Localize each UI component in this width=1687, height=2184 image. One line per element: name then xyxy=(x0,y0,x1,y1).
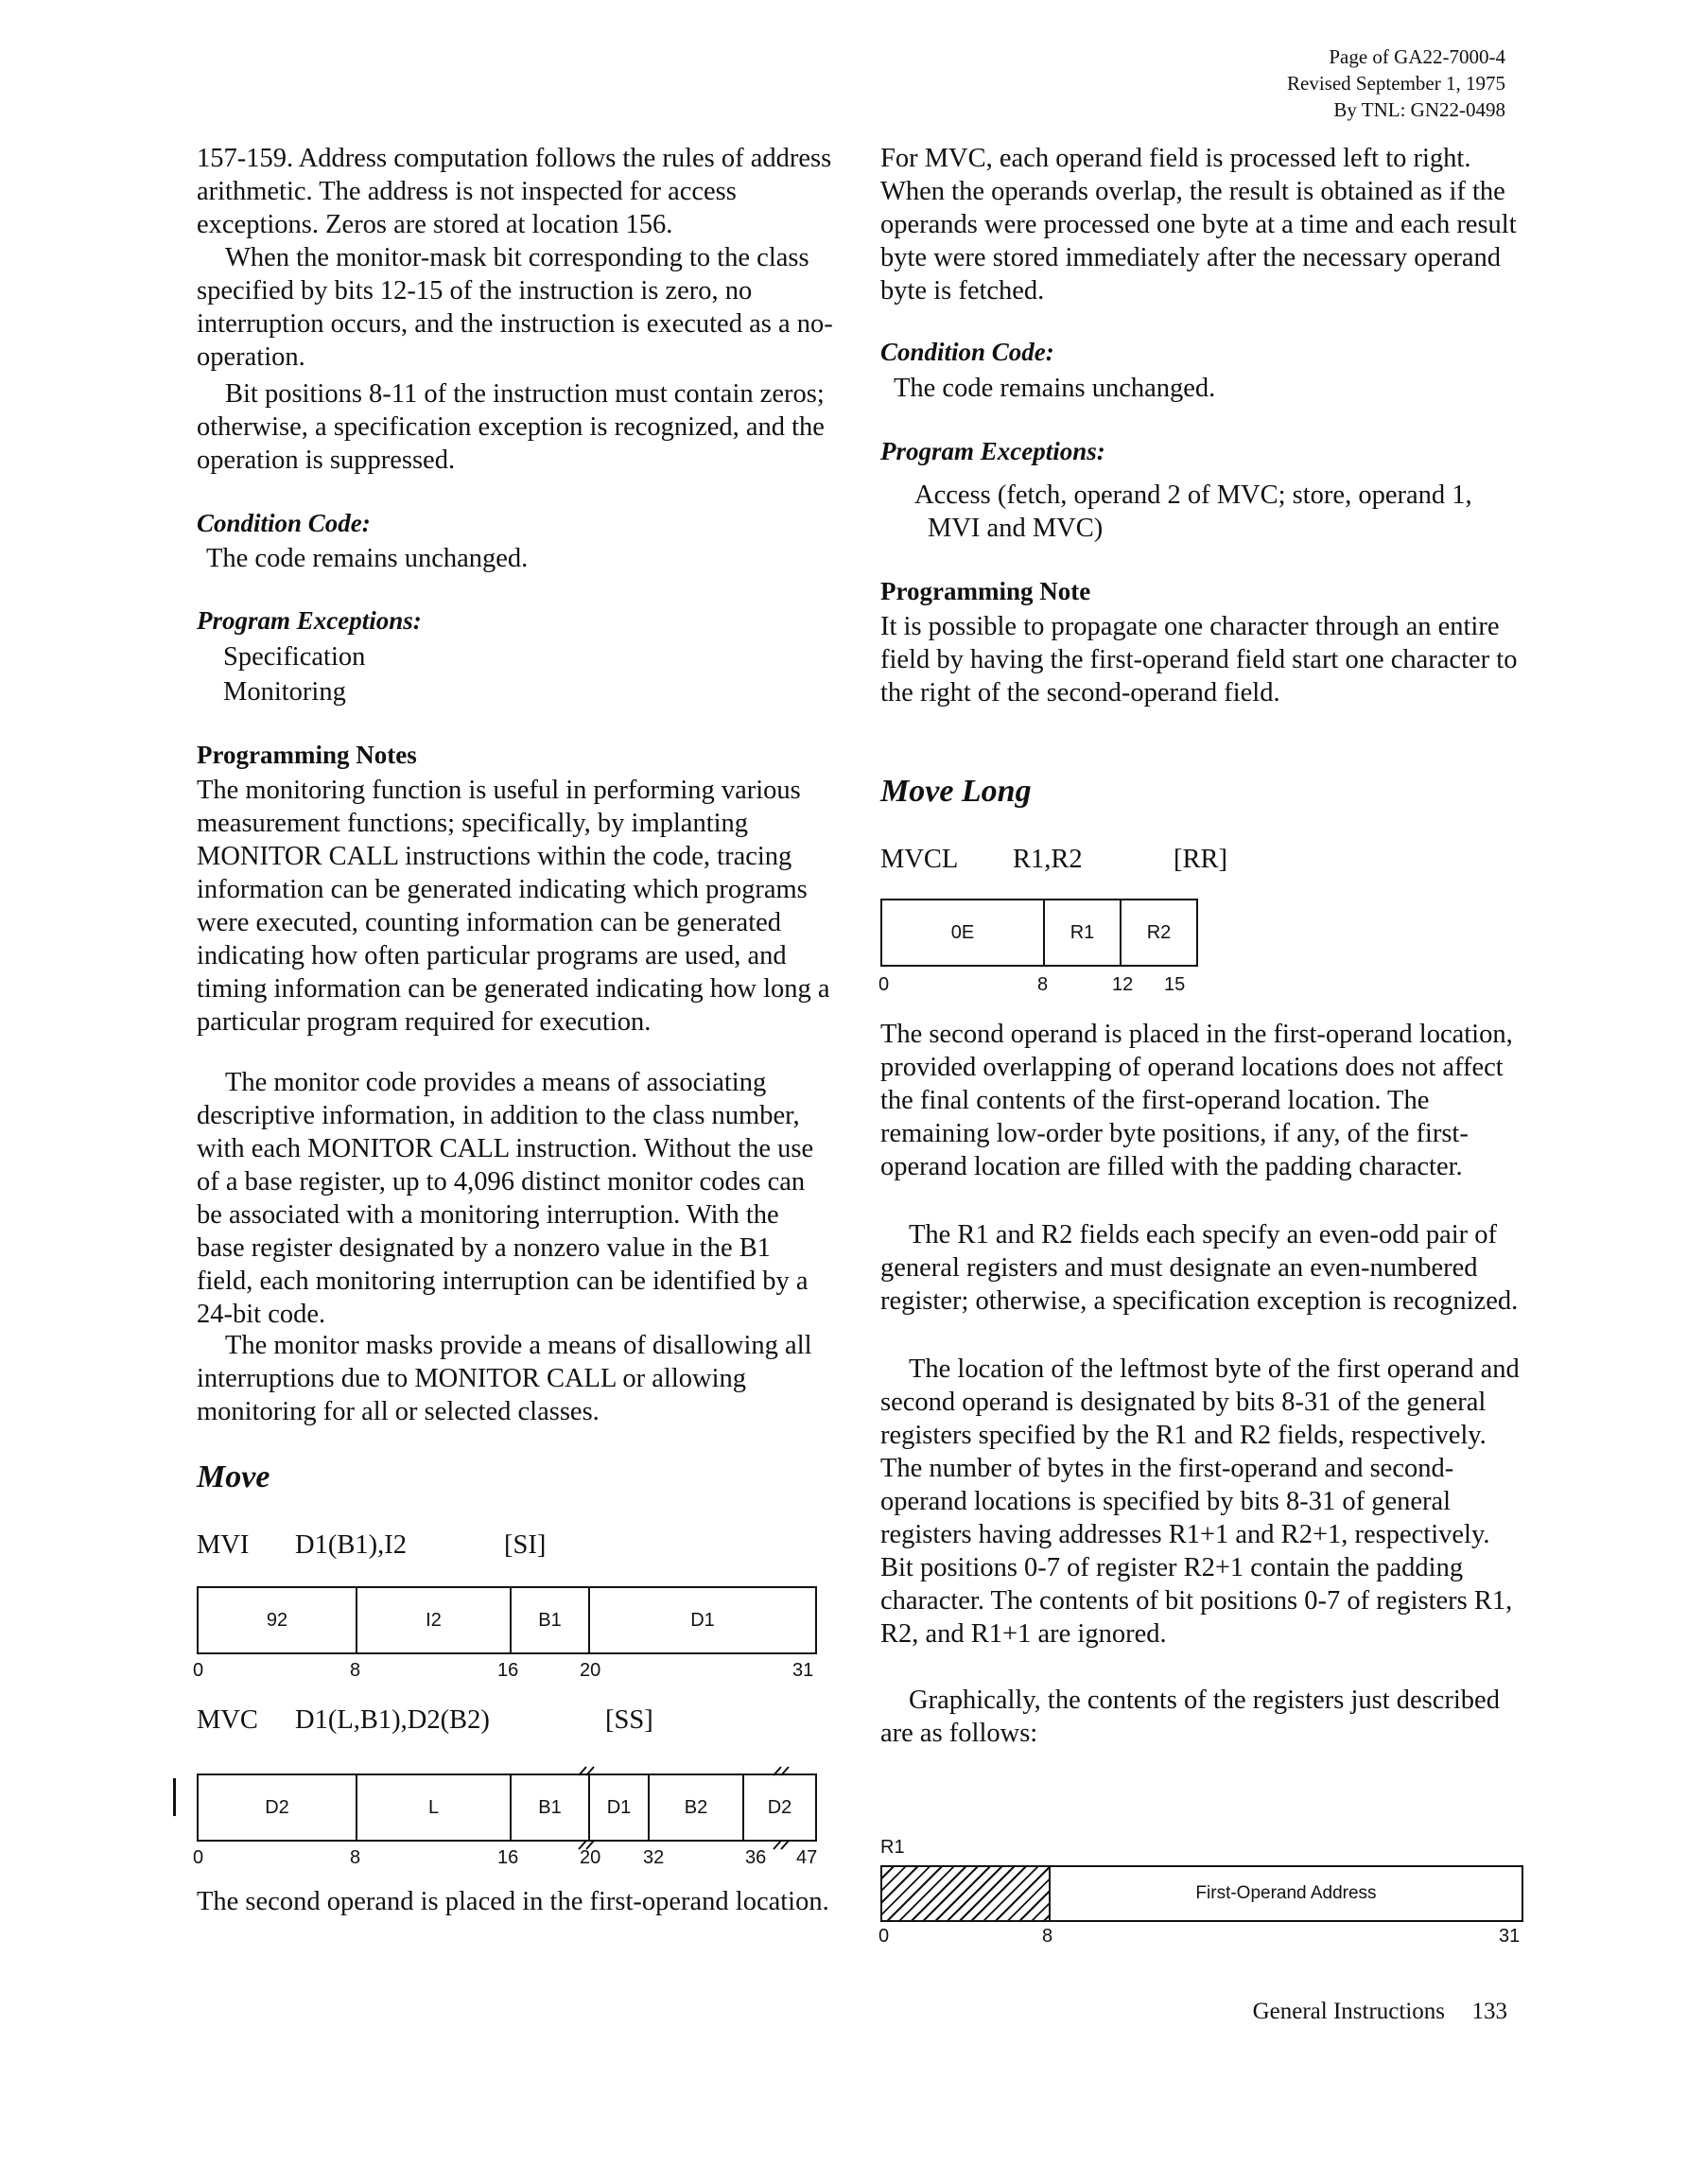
format-field: R2 xyxy=(1146,921,1172,943)
register-label: R1 xyxy=(880,1837,905,1858)
exception-item: Specification xyxy=(223,642,366,672)
exceptions-value: Access (fetch, operand 2 of MVC; store, operand 1, MVI and MVC) xyxy=(914,480,1472,543)
bit-label: 32 xyxy=(643,1847,665,1868)
paragraph: The monitor masks provide a means of disallowing all interruptions due to MONITOR CALL or allowing monitoring for all or selected classes. xyxy=(197,1331,812,1426)
bit-label: 20 xyxy=(580,1660,601,1681)
bit-label: 0 xyxy=(878,1926,890,1947)
format-field: D2 xyxy=(767,1796,792,1818)
header-line-1: Page of GA22-7000-4 xyxy=(1329,45,1505,68)
revision-bar xyxy=(173,1778,176,1816)
operands: D1(B1),I2 xyxy=(295,1530,407,1560)
paragraph: For MVC, each operand field is processed left to right. When the operands overlap, the result is obtained as if the operands were processed one byte at a time and each result byte were stored immediately after the necessary operand byte is fetched. xyxy=(880,144,1517,306)
mvc-bit-positions xyxy=(193,1847,840,1870)
bit-label: 0 xyxy=(193,1847,204,1868)
format-field: 0E xyxy=(882,900,1045,965)
format-field: R1 xyxy=(1045,900,1122,965)
header-line-2: Revised September 1, 1975 xyxy=(1287,72,1505,95)
operands: D1(L,B1),D2(B2) xyxy=(295,1705,490,1735)
mnemonic: MVI xyxy=(197,1530,250,1560)
programming-note-label: Programming Note xyxy=(880,577,1091,605)
paragraph: The location of the leftmost byte of the first operand and second operand is designated by bits 8-31 of the general registers specified by the R1 and R2 fields, respectively. The number of bytes in the first-operand and second-operand locations is specified by bits 8-31 of general registers having addresses R1+1 and R2+1, respectively. Bit positions 0-7 of register R2+1 contain the padding character. The contents of bit positions 0-7 of registers R1, R2, and R1+1 are ignored. xyxy=(880,1354,1520,1649)
paragraph: Graphically, the contents of the registers just described are as follows: xyxy=(880,1686,1500,1748)
page-footer xyxy=(1253,1999,1507,2025)
bit-label: 16 xyxy=(497,1847,519,1868)
first-operand-address-field: First-Operand Address xyxy=(1195,1883,1377,1903)
format-field: D1 xyxy=(690,1609,715,1631)
bit-label: 8 xyxy=(1042,1926,1053,1947)
programming-notes-label: Programming Notes xyxy=(197,741,417,769)
exceptions-text xyxy=(914,479,1501,545)
format-type: [RR] xyxy=(1174,845,1227,874)
format-field: L xyxy=(357,1775,512,1840)
field-break-marks xyxy=(197,1761,840,1856)
bit-label: 15 xyxy=(1164,974,1186,995)
mvi-instruction-format xyxy=(197,1586,817,1654)
mvi-format-line xyxy=(197,1530,840,1564)
paragraph: Bit positions 8-11 of the instruction must contain zeros; otherwise, a specification exception is recognized, and the operation is suppressed. xyxy=(197,379,825,475)
program-exceptions-label: Program Exceptions: xyxy=(197,606,422,635)
mvc-format-line xyxy=(197,1705,840,1739)
format-field: B1 xyxy=(512,1588,590,1652)
condition-code-label: Condition Code: xyxy=(197,509,371,537)
condition-code-text: The code remains unchanged. xyxy=(206,544,529,573)
footer-section: General Instructions xyxy=(1252,1999,1445,2024)
paragraph: The monitor code provides a means of associating descriptive information, in addition to the class number, with each MONITOR CALL instruction. Without the use of a base register, up to 4,096 distinct monitor codes can be associated with a monitoring interruption. With the base register designated by a nonzero value in the B1 field, each monitoring interruption can be identified by a 24-bit code. xyxy=(197,1068,814,1329)
format-field: B2 xyxy=(650,1775,744,1840)
paragraph: The second operand is placed in the first-operand location, provided overlapping of operand locations does not affect the final contents of the first-operand location. The remaining low-order byte positions, if any, of the first-operand location are filled with the padding character. xyxy=(880,1020,1513,1181)
bit-label: 8 xyxy=(350,1660,361,1681)
format-field: B1 xyxy=(512,1775,590,1840)
format-field: D1 xyxy=(590,1775,650,1840)
section-title-move: Move xyxy=(197,1459,270,1494)
register-layout xyxy=(880,1865,1523,1922)
paragraph: When the monitor-mask bit corresponding to the class specified by bits 12-15 of the instruction is zero, no interruption occurs, and the instruction is executed as a no-operation. xyxy=(197,243,833,372)
condition-code-label: Condition Code: xyxy=(880,338,1054,366)
bit-label: 0 xyxy=(878,974,890,995)
page-number: 133 xyxy=(1471,1999,1507,2024)
paragraph: 157-159. Address computation follows the rules of address arithmetic. The address is not inspected for access exceptions. Zeros are stored at location 156. xyxy=(197,144,832,239)
mnemonic: MVCL xyxy=(880,845,959,874)
format-field: I2 xyxy=(357,1588,512,1652)
exception-item: Monitoring xyxy=(223,677,346,707)
bit-label: 8 xyxy=(1037,974,1049,995)
mnemonic: MVC xyxy=(197,1705,258,1735)
mvi-bit-positions xyxy=(193,1660,840,1683)
page-header xyxy=(1287,44,1505,123)
mvcl-instruction-format xyxy=(880,899,1198,967)
program-exceptions-label: Program Exceptions: xyxy=(880,437,1105,465)
bit-label: 31 xyxy=(792,1660,814,1681)
format-type: [SS] xyxy=(605,1705,653,1735)
condition-code-text: The code remains unchanged. xyxy=(894,374,1216,403)
operands: R1,R2 xyxy=(1013,845,1083,874)
paragraph: It is possible to propagate one character through an entire field by having the first-operand field start one character to the right of the second-operand field. xyxy=(880,612,1518,708)
paragraph: The R1 and R2 fields each specify an even-odd pair of general registers and must designate an even-numbered register; otherwise, a specification exception is recognized. xyxy=(880,1220,1519,1316)
bit-label: 16 xyxy=(497,1660,519,1681)
format-field: D2 xyxy=(199,1775,357,1840)
paragraph: The second operand is placed in the first-operand location. xyxy=(197,1887,829,1916)
bit-label: 20 xyxy=(580,1847,601,1868)
section-title-move-long: Move Long xyxy=(880,774,1032,809)
bit-label: 36 xyxy=(745,1847,767,1868)
mvcl-format-line xyxy=(880,845,1523,879)
bit-label: 12 xyxy=(1112,974,1134,995)
format-field: 92 xyxy=(199,1588,357,1652)
header-line-3: By TNL: GN22-0498 xyxy=(1333,98,1505,121)
bit-label: 0 xyxy=(193,1660,204,1681)
register-bit-positions xyxy=(880,1926,1523,1948)
mvcl-bit-positions xyxy=(880,974,1523,997)
format-type: [SI] xyxy=(504,1530,547,1560)
bit-label: 47 xyxy=(796,1847,818,1868)
ignored-bits-hatched xyxy=(882,1867,1051,1920)
bit-label: 31 xyxy=(1499,1926,1521,1947)
bit-label: 8 xyxy=(350,1847,361,1868)
paragraph: The monitoring function is useful in performing various measurement functions; specifically, by implanting MONITOR CALL instructions within the code, tracing information can be generated indicating which programs were executed, counting information can be generated indicating how often particular programs are used, and timing information can be generated indicating how long a particular program required for execution. xyxy=(197,776,830,1037)
